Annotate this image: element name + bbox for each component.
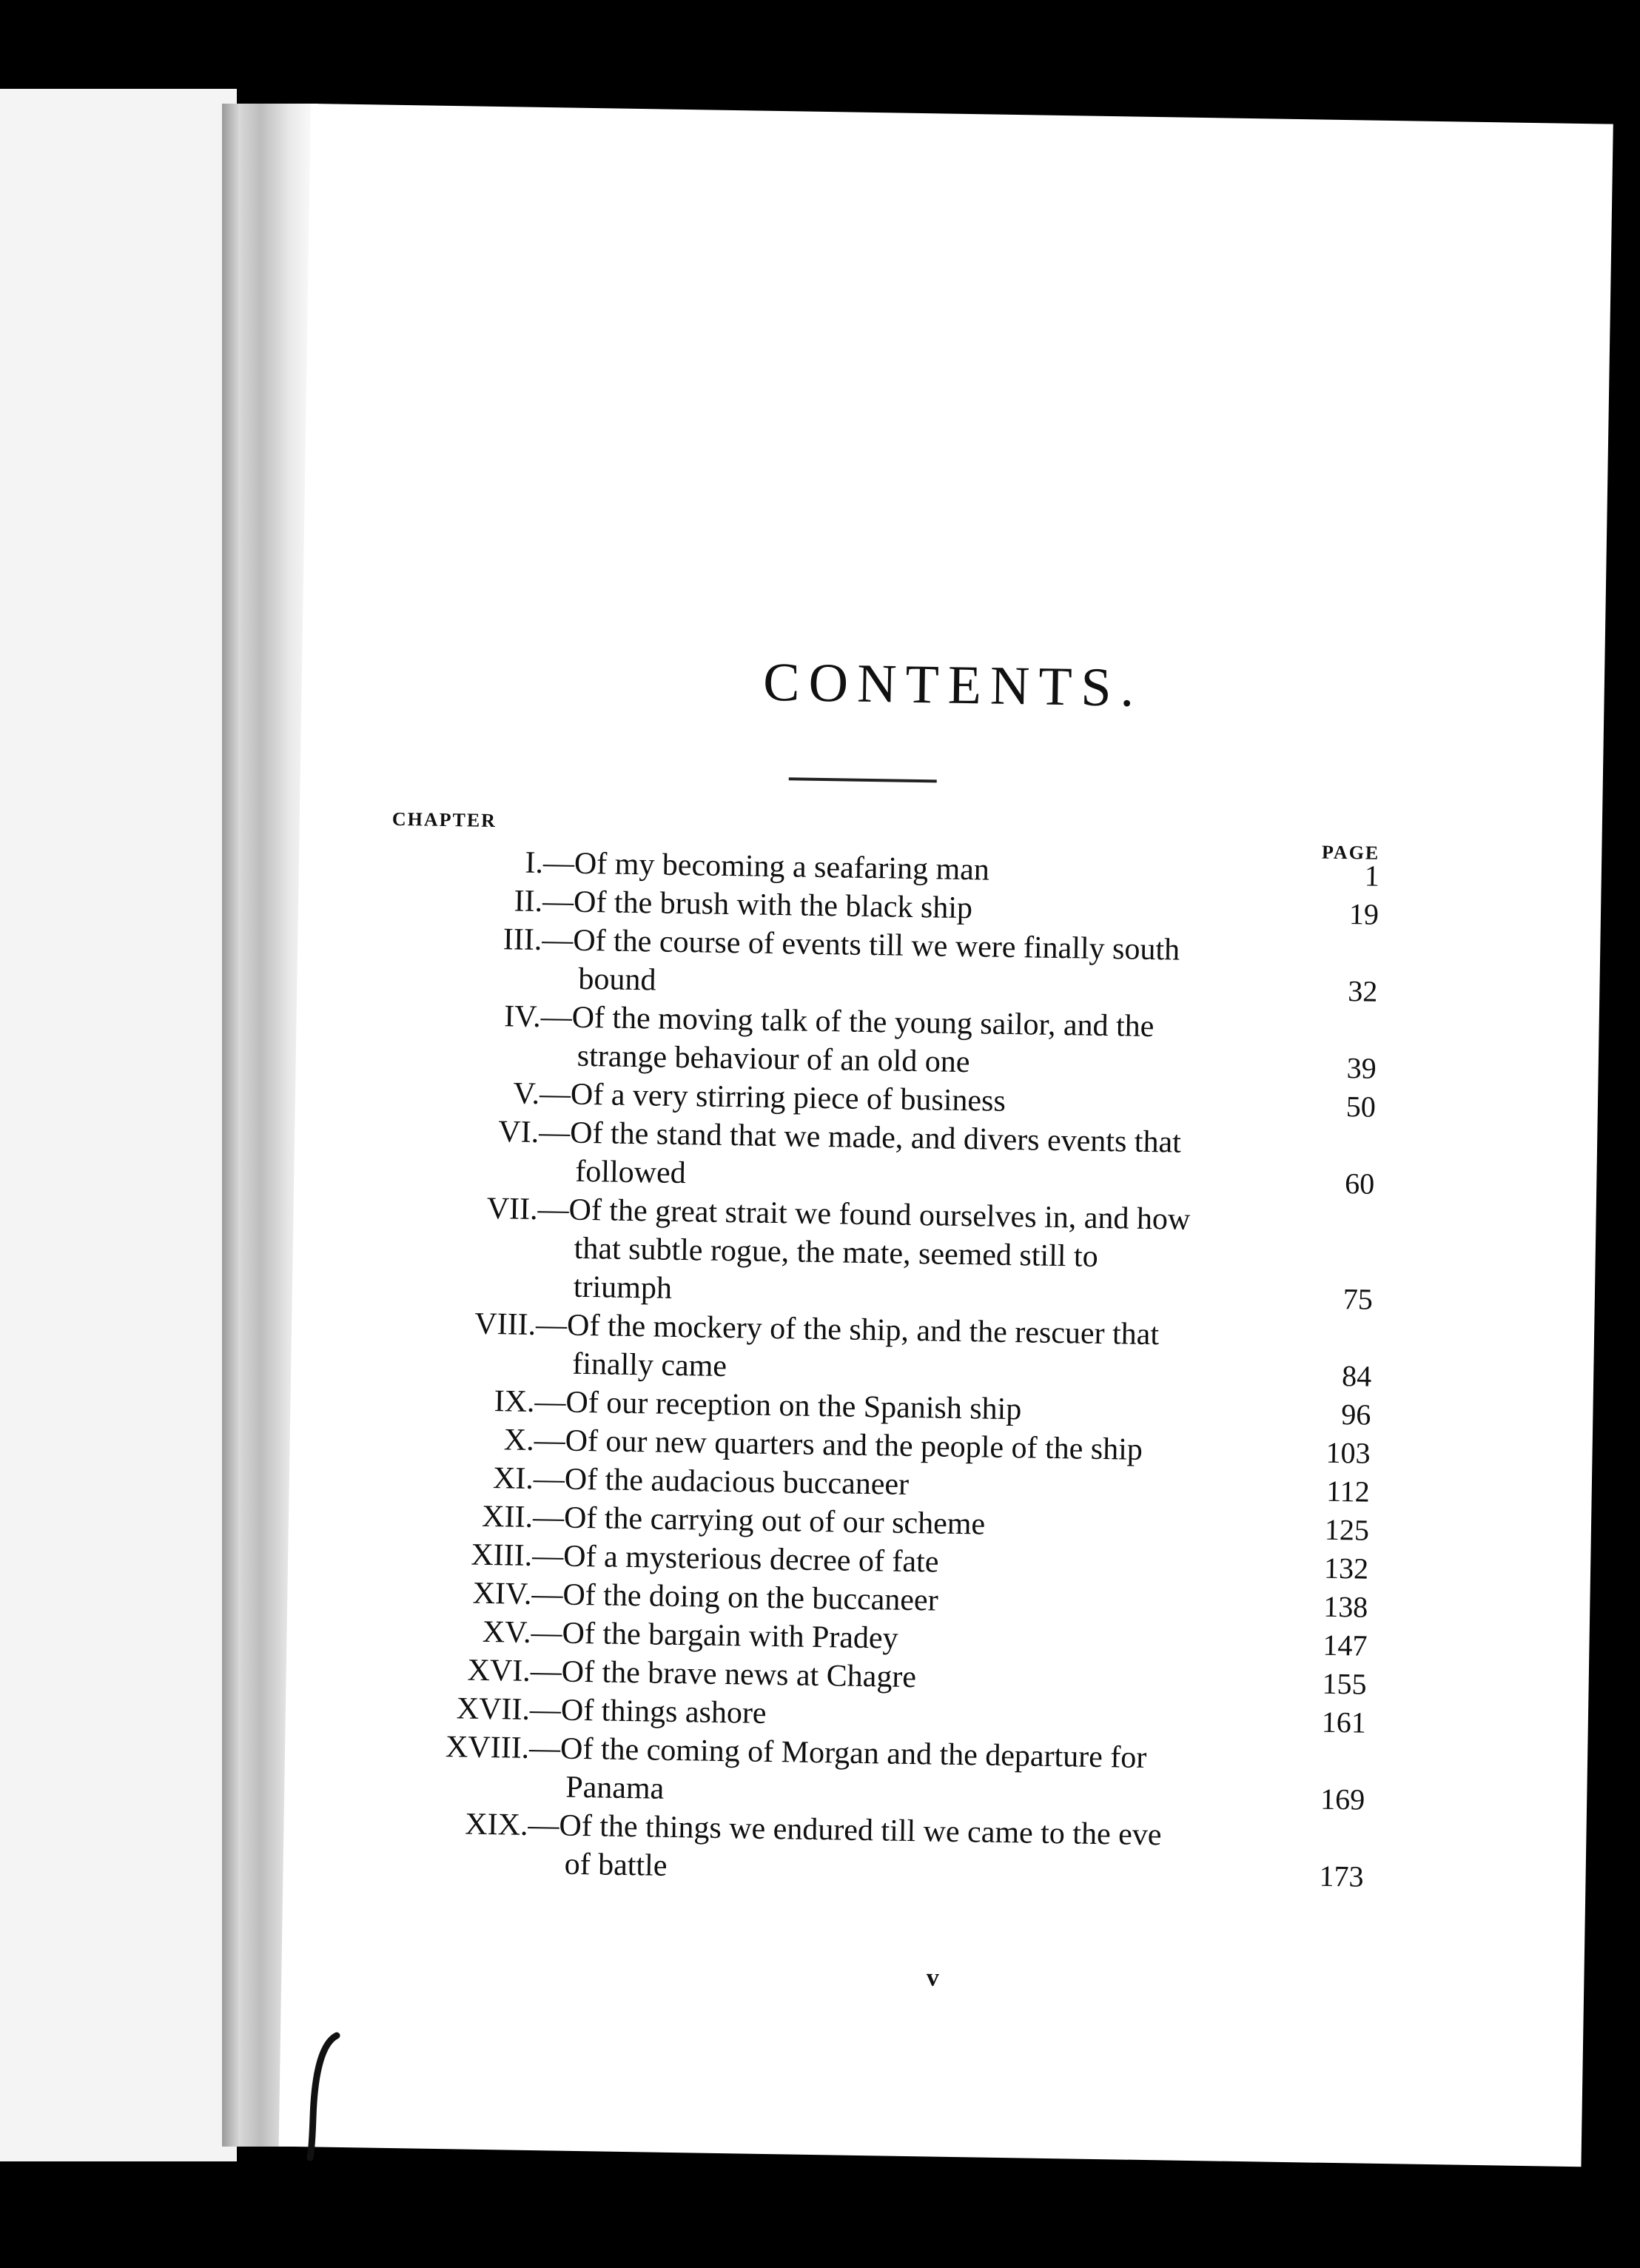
toc-entry (292, 1187, 1596, 1323)
chapter-number: X. (503, 1423, 535, 1457)
chapter-number: XIV. (472, 1576, 532, 1611)
page-number: 75 (1342, 1282, 1374, 1316)
chapter-number: XVII. (456, 1691, 531, 1727)
chapter-number: I. (525, 845, 544, 881)
chapter-number: XVI. (467, 1653, 531, 1688)
chapter-title-line: —Of the doing on the buccaneer (531, 1577, 939, 1618)
chapter-title-line: Panama (565, 1770, 665, 1806)
chapter-title-line: finally came (571, 1346, 727, 1384)
contents-page (279, 104, 1613, 2167)
page-number: 84 (1341, 1359, 1372, 1393)
chapter-number: VII. (486, 1191, 538, 1227)
title-rule (789, 777, 937, 782)
chapter-number: V. (513, 1076, 540, 1112)
chapter-title-line: —Of a very stirring piece of business (539, 1077, 1006, 1118)
chapter-title (527, 1806, 1268, 1895)
chapter-title (528, 1729, 1270, 1818)
chapter-title-line: —Of the things we endured till we came to the eve (528, 1808, 1162, 1853)
chapter-number: XV. (482, 1614, 531, 1650)
chapter-title-line: bound (578, 962, 656, 998)
chapter-title-line: —Of the stand that we made, and divers events that (538, 1115, 1182, 1160)
page-number: 169 (1320, 1782, 1365, 1816)
chapter-number: XVIII. (445, 1730, 530, 1765)
chapter-column-label: CHAPTER (391, 808, 497, 832)
page-number: 161 (1321, 1705, 1367, 1739)
chapter-title-line: strange behaviour of an old one (577, 1039, 970, 1080)
chapter-title-line: followed (575, 1154, 687, 1191)
chapter-number: XIX. (464, 1807, 528, 1842)
page-number: 39 (1346, 1051, 1377, 1085)
table-of-contents (283, 840, 1602, 1899)
chapter-title (537, 1190, 1278, 1318)
page-title: CONTENTS. (762, 651, 1143, 719)
page-column-label: PAGE (1321, 841, 1380, 864)
page-number: 125 (1324, 1512, 1370, 1547)
chapter-title-line: —Of the mockery of the ship, and the rescuer that (535, 1307, 1160, 1352)
chapter-title (535, 1306, 1277, 1395)
chapter-title-line: —Of our new quarters and the people of the ship (534, 1423, 1143, 1467)
chapter-title-line: —Of the brush with the black ship (542, 885, 973, 926)
page-number: 112 (1325, 1474, 1371, 1509)
chapter-title-line: that subtle rogue, the mate, seemed still to (574, 1231, 1099, 1274)
chapter-title (538, 1113, 1280, 1202)
chapter-title-line: —Of the course of events till we were finally south (541, 923, 1180, 967)
page-number: 19 (1348, 897, 1379, 931)
chapter-title-line: —Of the carrying out of our scheme (532, 1500, 986, 1542)
chapter-title-line: —Of my becoming a seafaring man (542, 846, 990, 888)
chapter-title-line: —Of the coming of Morgan and the departure for (528, 1731, 1147, 1776)
chapter-title-line: —Of things ashore (529, 1692, 767, 1731)
chapter-number: XII. (481, 1499, 534, 1534)
chapter-number: VIII. (474, 1306, 537, 1342)
chapter-title-line: —Of a mysterious decree of fate (531, 1538, 939, 1580)
chapter-number: II. (514, 884, 543, 919)
left-facing-page (0, 89, 237, 2161)
chapter-number: VI. (498, 1115, 540, 1150)
chapter-title-line: of battle (564, 1847, 668, 1883)
page-number: 96 (1341, 1398, 1371, 1432)
chapter-title-line: —Of the moving talk of the young sailor, and the (540, 1000, 1155, 1044)
chapter-title (541, 921, 1283, 1010)
chapter-title (540, 998, 1281, 1087)
page-number: 1 (1364, 859, 1380, 893)
chapter-title-line: —Of the great strait we found ourselves in, and how (537, 1192, 1191, 1237)
page-number: 50 (1345, 1090, 1377, 1124)
chapter-number: XI. (492, 1461, 534, 1496)
chapter-title-line: —Of the brave news at Chagre (530, 1654, 917, 1695)
chapter-title-line: triumph (573, 1269, 673, 1306)
scratch-mark (292, 2028, 352, 2161)
chapter-number: III. (503, 922, 542, 958)
page-number: 155 (1322, 1666, 1367, 1701)
page-number: 103 (1325, 1435, 1371, 1470)
chapter-number: XIII. (471, 1537, 533, 1573)
chapter-number: IX. (494, 1384, 535, 1419)
page-number: 60 (1344, 1167, 1375, 1201)
page-number: 147 (1323, 1628, 1368, 1663)
page-number: 132 (1323, 1551, 1369, 1586)
chapter-title-line: —Of our reception on the Spanish ship (534, 1384, 1022, 1427)
chapter-number: IV. (503, 999, 542, 1035)
page-number: 32 (1347, 974, 1378, 1008)
page-number: 173 (1319, 1859, 1364, 1893)
page-number: 138 (1323, 1589, 1368, 1624)
chapter-title-line: —Of the bargain with Pradey (531, 1615, 898, 1656)
page-folio: v (926, 1964, 940, 1992)
chapter-title-line: —Of the audacious buccaneer (533, 1461, 910, 1502)
